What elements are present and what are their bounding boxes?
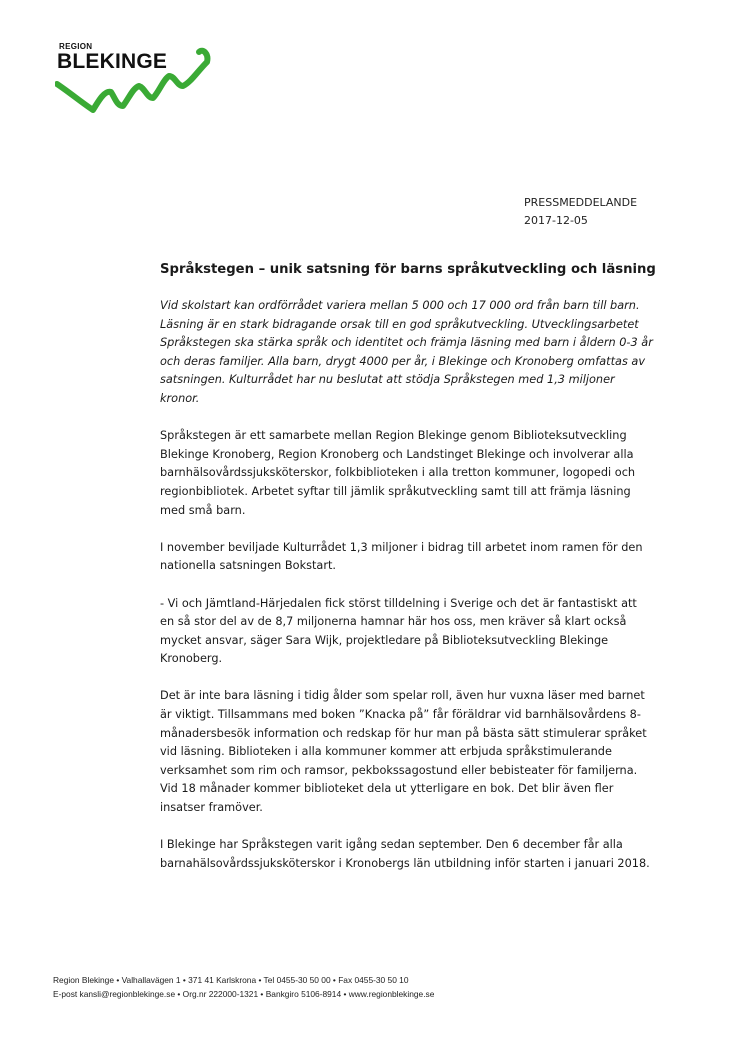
footer-contact: E-post kansli@regionblekinge.se • Org.nr 222000-1321 • Bankgiro 5106-8914 • www.regionblekinge.se	[53, 989, 435, 999]
footer	[53, 973, 434, 1001]
footer-address: Region Blekinge • Valhallavägen 1 • 371 41 Karlskrona • Tel 0455-30 50 00 • Fax 0455-30 50 10	[53, 975, 409, 985]
text-line: regionbibliotek. Arbetet syftar till jämlik språkutveckling samt till att främja läsning	[160, 484, 631, 498]
logo-region-text: REGION	[59, 42, 93, 51]
text-line: är viktigt. Tillsammans med boken ”Knacka på” får föräldrar vid barnhälsovårdens 8-	[160, 708, 641, 722]
text-line: Det är inte bara läsning i tidig ålder som spelar roll, även hur vuxna läser med barnet	[160, 689, 645, 703]
text-line: Vid skolstart kan ordförrådet variera mellan 5 000 och 17 000 ord från barn till barn.	[160, 299, 640, 312]
logo-blekinge-text: BLEKINGE	[57, 50, 168, 73]
text-line: månadersbesök information och redskap för hur man på bästa sätt stimulerar språket	[160, 726, 647, 740]
page-title: Språkstegen – unik satsning för barns språkutveckling och läsning	[160, 262, 656, 277]
text-line: Läsning är en stark bidragande orsak till en god språkutveckling. Utvecklingsarbetet	[160, 317, 639, 331]
text-line: vid läsning. Biblioteken i alla kommuner kommer att erbjuda språkstimulerande	[160, 745, 612, 759]
text-line: mycket ansvar, säger Sara Wijk, projektledare på Biblioteksutveckling Blekinge	[160, 633, 609, 647]
text-line: Språkstegen är ett samarbete mellan Region Blekinge genom Biblioteksutveckling	[160, 429, 627, 443]
text-line: verksamhet som rim och ramsor, pekbokssagostund eller bebisteater för familjerna.	[160, 763, 638, 777]
text-line: nationella satsningen Bokstart.	[160, 559, 337, 573]
region-blekinge-logo	[55, 40, 215, 116]
text-line: och deras familjer. Alla barn, drygt 4000 per år, i Blekinge och Kronoberg omfattas av	[160, 354, 646, 368]
document-type: PRESSMEDDELANDE	[524, 196, 638, 209]
text-line: barnhälsovårdssjuksköterskor, folkbiblioteken i alla tretton kommuner, logopedi och	[160, 466, 636, 480]
text-line: I november beviljade Kulturrådet 1,3 miljoner i bidrag till arbetet inom ramen för den	[160, 540, 643, 554]
body-paragraph	[160, 687, 660, 817]
text-line: kronor.	[160, 391, 200, 405]
text-line: insatser framöver.	[160, 801, 263, 815]
text-line: Vid 18 månader kommer biblioteket dela ut ytterligare en bok. Det blir även fler	[160, 782, 614, 796]
body-paragraph	[160, 427, 660, 520]
text-line: Blekinge Kronoberg, Region Kronoberg och Landstinget Blekinge och involverar alla	[160, 447, 634, 461]
document-date: 2017-12-05	[524, 214, 588, 227]
text-line: Språkstegen ska stärka språk och identitet och främja läsning med barn i åldern 0-3 år	[160, 336, 653, 350]
text-line: en så stor del av de 8,7 miljonerna hamnar här hos oss, men kräver så klart också	[160, 615, 627, 629]
lead-paragraph	[160, 297, 660, 409]
press-header	[524, 194, 637, 230]
text-line: I Blekinge har Språkstegen varit igång sedan september. Den 6 december får alla	[160, 838, 623, 852]
body-paragraph	[160, 539, 660, 576]
text-line: satsningen. Kulturrådet har nu beslutat att stödja Språkstegen med 1,3 miljoner	[160, 373, 615, 387]
article-body	[160, 297, 660, 892]
body-paragraph	[160, 595, 660, 669]
body-paragraph	[160, 836, 660, 873]
text-line: - Vi och Jämtland-Härjedalen fick störst tilldelning i Sverige och det är fantastiskt att	[160, 596, 637, 610]
text-line: barnahälsovårdssjuksköterskor i Kronobergs län utbildning inför starten i januari 2018.	[160, 856, 650, 870]
text-line: med små barn.	[160, 503, 246, 517]
text-line: Kronoberg.	[160, 652, 223, 666]
